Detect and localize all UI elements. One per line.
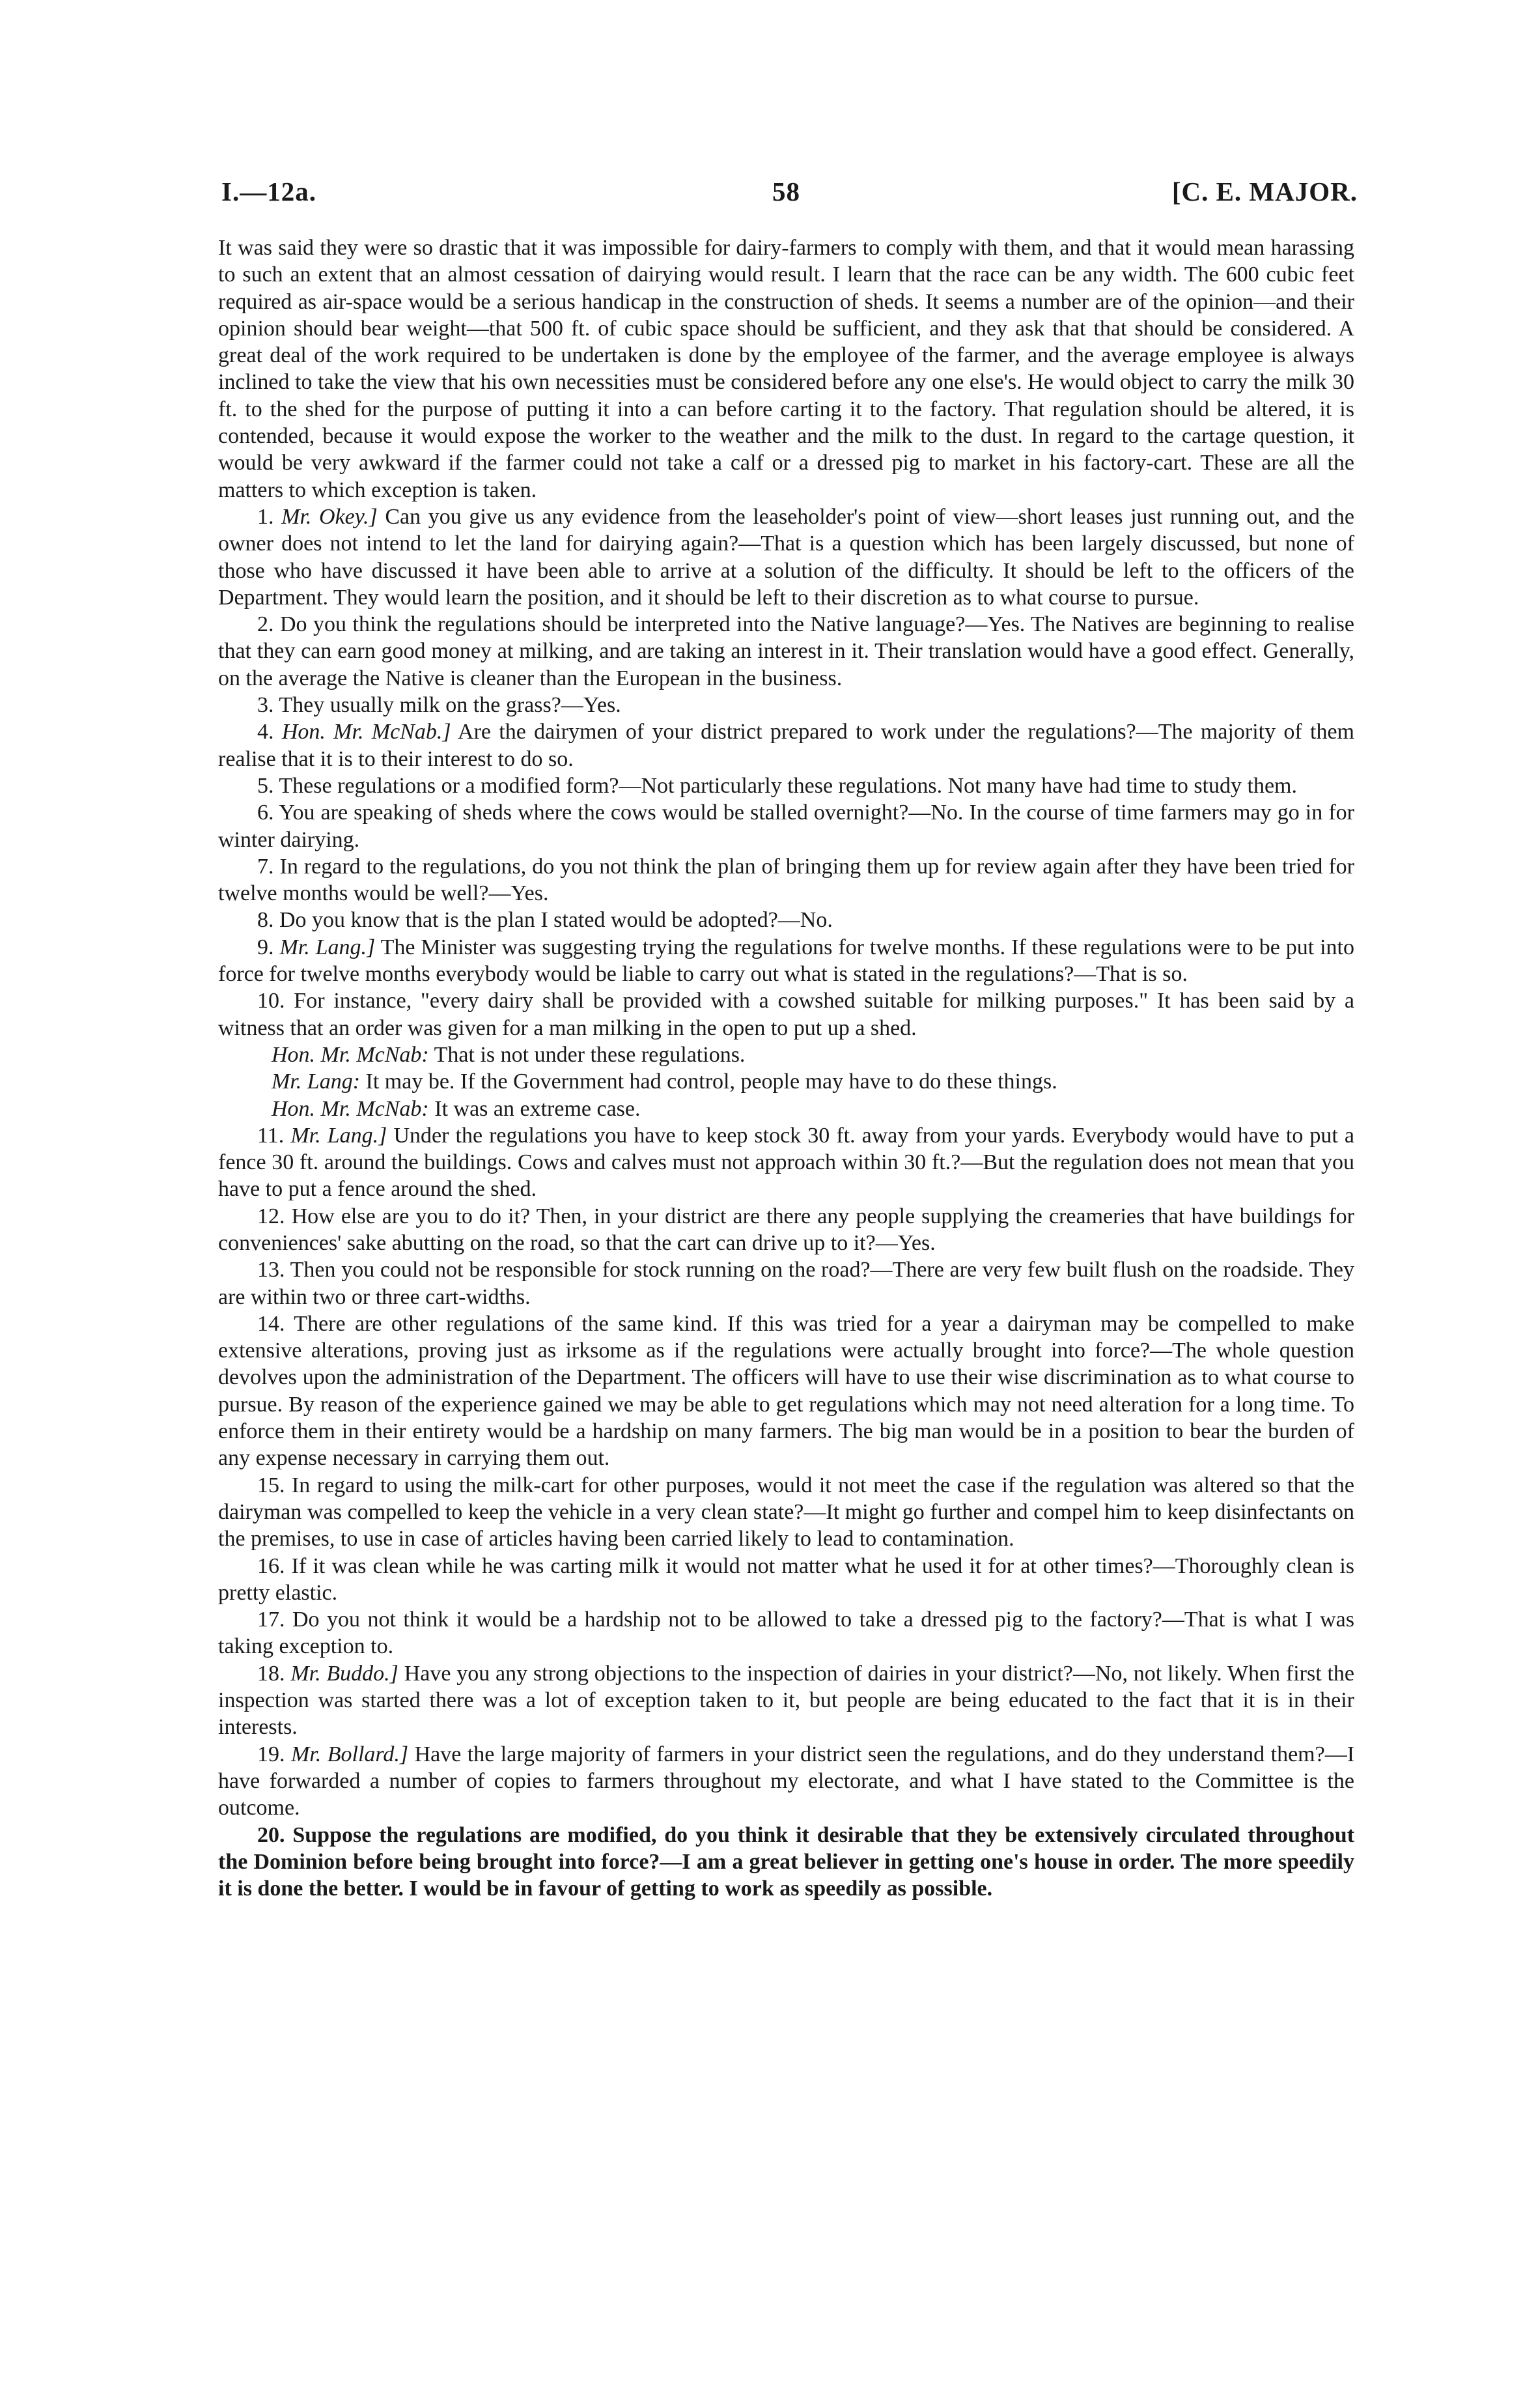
speaker: Mr. Okey.] (281, 504, 378, 529)
question-text: Do you think the regulations should be interpreted into the Native language?—Yes. The Natives are beginning to realise that they can earn good money at milking, and are taking an interest in it. Their translation would have a good effect. Generally, on the average the Native is cleaner than the European in the business. (218, 612, 1355, 690)
question-number: 13. (257, 1258, 285, 1282)
question-text: The Minister was suggesting trying the regulations for twelve months. If these regulations were to be put into force for twelve months everybody would be liable to carry out what is stated in the regulations?—That is so. (218, 935, 1354, 987)
question-20 (218, 1822, 1354, 1903)
question-text: If it was clean while he was carting milk it would not matter what he used it for at other times?—Thoroughly clean is pretty elastic. (218, 1553, 1354, 1605)
speaker: Hon. Mr. McNab: (272, 1096, 429, 1121)
question-text: You are speaking of sheds where the cows would be stalled overnight?—No. In the course of time farmers may go in for winter dairying. (218, 800, 1354, 852)
page-header (215, 176, 1358, 215)
question-11 (218, 1122, 1354, 1203)
question-text: Can you give us any evidence from the leaseholder's point of view—short leases just running out, and the owner does not intend to let the land for dairying again?—That is a question which has been largely discussed, but none of those who have discussed it have been able to arrive at a solution of the difficulty. It should be left to the officers of the Department. They would learn the position, and it should be left to their discretion as to what course to pursue. (218, 504, 1355, 610)
question-text: Have the large majority of farmers in your district seen the regulations, and do they understand them?—I have forwarded a number of copies to farmers throughout my electorate, and what I have stated to the Committee is the outcome. (218, 1742, 1355, 1820)
question-text: In regard to the regulations, do you not think the plan of bringing them up for review again after they have been tried for twelve months would be well?—Yes. (218, 854, 1354, 906)
question-4 (218, 718, 1354, 772)
question-text: Then you could not be responsible for stock running on the road?—There are very few built flush on the roadside. They are within two or three cart-widths. (218, 1258, 1354, 1309)
speaker: Mr. Lang.] (290, 1123, 387, 1148)
question-2 (218, 611, 1354, 692)
question-number: 1. (257, 504, 274, 529)
question-text: Are the dairymen of your district prepared to work under the regulations?—The majority of them realise that it is to their interest to do so. (218, 720, 1355, 771)
interjection (218, 1041, 1354, 1068)
question-number: 12. (257, 1204, 285, 1228)
question-text: They usually milk on the grass?—Yes. (279, 693, 621, 718)
question-number: 19. (257, 1742, 285, 1766)
question-10 (218, 987, 1354, 1041)
question-14 (218, 1310, 1354, 1472)
interjection (218, 1096, 1354, 1122)
question-number: 5. (257, 773, 274, 798)
question-7 (218, 853, 1354, 907)
question-number: 16. (257, 1553, 285, 1578)
question-18 (218, 1660, 1354, 1741)
question-number: 4. (257, 720, 274, 744)
question-number: 18. (257, 1661, 285, 1686)
interjection-text: It was an extreme case. (434, 1096, 641, 1121)
speaker: Mr. Lang.] (279, 935, 376, 959)
witness-name: [C. E. MAJOR. (1171, 177, 1358, 206)
question-13 (218, 1256, 1354, 1310)
question-text: Have you any strong objections to the inspection of dairies in your district?—No, not likely. When first the inspection was started there was a lot of exception taken to it, but people are being educated to the fact that it is in their interests. (218, 1661, 1355, 1740)
speaker: Hon. Mr. McNab: (272, 1042, 429, 1067)
question-19 (218, 1741, 1354, 1822)
interjection-text: That is not under these regulations. (434, 1042, 746, 1067)
speaker: Mr. Buddo.] (290, 1661, 398, 1686)
question-6 (218, 799, 1354, 853)
question-16 (218, 1553, 1354, 1607)
question-1 (218, 503, 1354, 611)
question-number: 2. (257, 612, 274, 637)
speaker: Mr. Lang: (272, 1069, 361, 1094)
question-number: 20. (257, 1822, 285, 1847)
question-text: Do you know that is the plan I stated would be adopted?—No. (279, 908, 833, 933)
question-3 (218, 692, 1354, 718)
interjection (218, 1068, 1354, 1095)
question-number: 3. (257, 693, 274, 718)
question-8 (218, 907, 1354, 933)
paragraph-text: It was said they were so drastic that it was impossible for dairy-farmers to comply with them, and that it would mean harassing to such an extent that an almost cessation of dairying would result. I learn that the race can be any width. The 600 cubic feet required as air-space would be a serious handicap in the construction of sheds. It seems a number are of the opinion—and their opinion should bear weight—that 500 ft. of cubic space should be sufficient, and they ask that that should be considered. A great deal of the work required to be undertaken is done by the employee of the farmer, and the average employee is always inclined to take the view that his own necessities must be considered before any one else's. He would object to carry the milk 30 ft. to the shed for the purpose of putting it into a can before carting it to the factory. That regulation should be altered, it is contended, because it would expose the worker to the weather and the milk to the dust. In regard to the cartage question, it would be very awkward if the farmer could not take a calf or a dressed pig to market in his factory-cart. These are all the matters to which exception is taken. (218, 236, 1354, 502)
question-5 (218, 772, 1354, 799)
question-text: In regard to using the milk-cart for other purposes, would it not meet the case if the regulation was altered so that the dairyman was compelled to keep the vehicle in a very clean state?—It might go further and compel him to keep disinfectants on the premises, to use in case of articles having been carried likely to lead to contamination. (218, 1473, 1355, 1551)
question-text: Do you not think it would be a hardship not to be allowed to take a dressed pig to the factory?—That is what I was taking exception to. (218, 1608, 1354, 1659)
question-12 (218, 1203, 1354, 1257)
question-number: 11. (257, 1123, 285, 1148)
speaker: Mr. Bollard.] (290, 1742, 409, 1766)
question-text: How else are you to do it? Then, in your district are there any people supplying the creameries that have buildings for conveniences' sake abutting on the road, so that the cart can drive up to it?—Yes. (218, 1204, 1355, 1255)
question-text: Under the regulations you have to keep stock 30 ft. away from your yards. Everybody would have to put a fence 30 ft. around the buildings. Cows and calves must not approach within 30 ft.?—But the regulation does not mean that you have to put a fence around the shed. (218, 1123, 1355, 1202)
speaker: Hon. Mr. McNab.] (281, 720, 451, 744)
question-text: There are other regulations of the same kind. If this was tried for a year a dairyman may be compelled to make extensive alterations, proving just as irksome as if the regulations were actually brought into force?—The whole question devolves upon the administration of the Department. The officers will have to use their wise discrimination as to what course to pursue. By reason of the experience gained we may be able to get regulations which may not need alteration for a long time. To enforce them in their entirety would be a hardship on many farmers. The big man would be in a position to bear the burden of any expense necessary in carrying them out. (218, 1311, 1354, 1471)
interjection-text: It may be. If the Government had control, people may have to do these things. (365, 1069, 1057, 1094)
question-17 (218, 1606, 1354, 1660)
document-reference: I.—12a. (221, 177, 316, 206)
question-text: These regulations or a modified form?—Not particularly these regulations. Not many have had time to study them. (279, 773, 1297, 798)
question-number: 6. (257, 800, 274, 825)
question-number: 14. (257, 1311, 285, 1336)
question-number: 8. (257, 908, 274, 933)
question-number: 10. (257, 989, 285, 1013)
question-number: 15. (257, 1473, 285, 1497)
question-number: 9. (257, 935, 274, 959)
question-number: 17. (257, 1608, 285, 1632)
transcript-body (218, 234, 1354, 1902)
question-number: 7. (257, 854, 274, 879)
question-text: Suppose the regulations are modified, do you think it desirable that they be extensively circulated throughout the Dominion before being brought into force?—I am a great believer in getting one's house in order. The more speedily it is done the better. I would be in favour of getting to work as speedily as possible. (218, 1822, 1355, 1901)
opening-paragraph (218, 234, 1354, 503)
question-text: For instance, "every dairy shall be provided with a cowshed suitable for milking purposes." It has been said by a witness that an order was given for a man milking in the open to put up a shed. (218, 989, 1355, 1040)
page-number: 58 (772, 177, 800, 206)
question-9 (218, 934, 1354, 988)
question-15 (218, 1472, 1354, 1553)
